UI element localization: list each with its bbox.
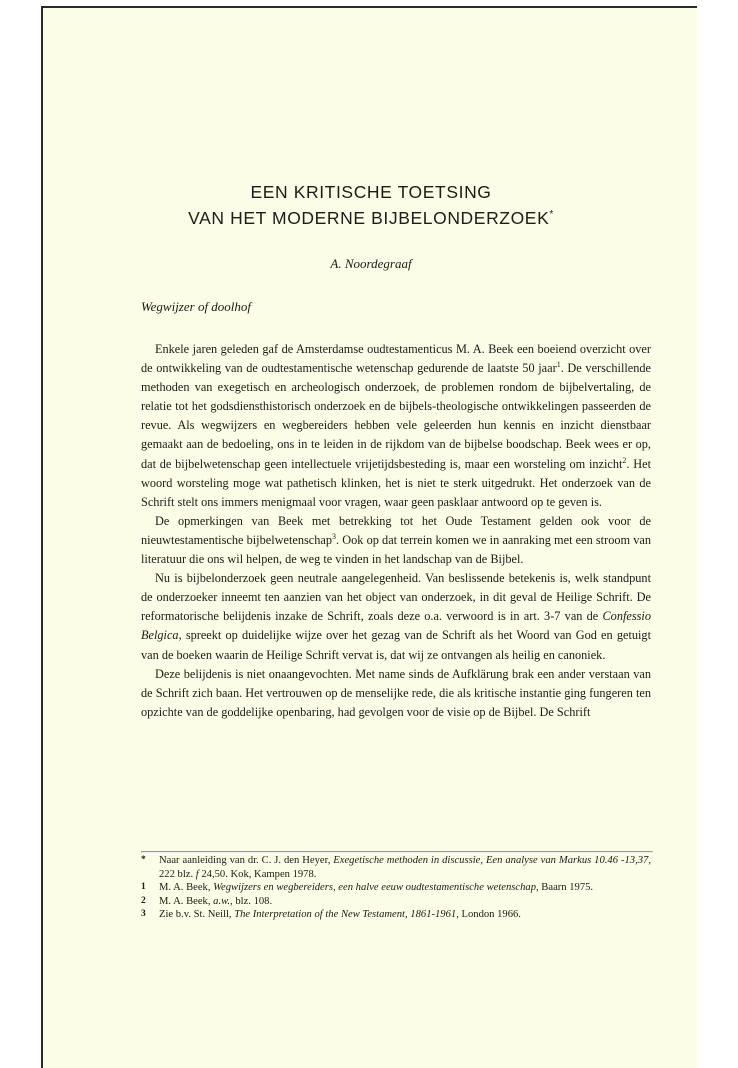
paragraph-3-italic: Confessio Belgica — [141, 609, 651, 643]
footnote-star — [141, 854, 651, 881]
footnote-ref-2: 2 — [622, 455, 627, 465]
footnote-italic: The Interpretation of the New Testament, 1861-1961 — [234, 909, 457, 921]
paragraph-4-part-a: Deze belijdenis is niet onaangevochten. Met name sinds de Aufklärung brak een ander verstaan van de Schrift zich baan. Het vertrouwen op de menselijke rede, die als kritische instantie ging fungeren ten opzichte van de goddelijke openbaring, had gevolgen voor de visie op de Bijbel. De Schrift — [141, 666, 651, 719]
document-page — [41, 6, 697, 1068]
footnote-3 — [141, 908, 651, 922]
section-heading: Wegwijzer of doolhof — [141, 299, 252, 314]
paragraph-3-part-a: Nu is bijbelonderzoek geen neutrale aangelegenheid. Van beslissende betekenis is, welk standpunt de onderzoeker inneemt ten aanzien van het object van onderzoek, in dit geval de Heilige Schrift. De reformatorische belijdenis inzake de Schrift, zoals deze o.a. verwoord is in art. 3-7 van de — [141, 571, 651, 624]
footnote-text: , London 1966. — [456, 909, 521, 921]
author-name: A. Noordegraaf — [330, 256, 412, 271]
footnote-ref-3: 3 — [331, 531, 336, 541]
paragraph-1-part-a: Enkele jaren geleden gaf de Amsterdamse oudtestamenticus M. A. Beek een boeiend overzicht over de ontwikkeling van de oudtestamentische wetenschap gedurende de laatste 50 jaar — [141, 342, 651, 376]
footnote-italic: f — [195, 868, 199, 880]
paragraph-2 — [141, 512, 651, 569]
title-footnote-mark: * — [549, 209, 554, 221]
footnote-text: M. A. Beek, — [159, 895, 214, 907]
footnote-italic: Wegwijzers en wegbereiders, een halve eeuw oudtestamentische wetenschap — [213, 882, 536, 894]
paragraph-1-part-c: . Het woord worsteling moge wat pathetisch klinken, het is niet te sterk uitgedrukt. Het onderzoek van de Schrift stelt ons immers menigmaal voor vragen, waar geen pasklaar antwoord op te geven is. — [141, 456, 652, 509]
title-line-1: EEN KRITISCHE TOETSING — [250, 182, 492, 202]
paragraph-4 — [141, 665, 651, 722]
body-text — [141, 340, 651, 722]
footnotes — [141, 854, 651, 922]
footnote-text: Zie b.v. St. Neill, — [159, 909, 235, 921]
footnote-text: , blz. 108. — [230, 895, 273, 907]
paragraph-3 — [141, 569, 651, 664]
title-line-2-text: VAN HET MODERNE BIJBELONDERZOEK — [188, 208, 550, 228]
footnote-marker: * — [141, 855, 146, 865]
paragraph-1 — [141, 340, 651, 512]
paragraph-3-part-b: , spreekt op duidelijke wijze over het gezag van de Schrift als het Woord van God en getuigt van de boeken waarin de Heilige Schrift vervat is, dat wij ze ontvangen als heilig en canoniek. — [141, 628, 651, 662]
footnote-text: M. A. Beek, — [159, 882, 214, 894]
footnote-1 — [141, 881, 651, 895]
footnote-text: , Baarn 1975. — [536, 882, 594, 894]
footnote-marker: 1 — [141, 882, 146, 893]
footnote-text: Naar aanleiding van dr. C. J. den Heyer, — [159, 855, 334, 866]
footnote-2 — [141, 895, 651, 909]
footnote-ref-1: 1 — [556, 360, 561, 369]
paragraph-2-part-b: . Ook op dat terrein komen we in aanraking met een stroom van literatuur die ons wil helpen, de weg te vinden in het landschap van de Bijbel. — [141, 532, 651, 567]
footnote-divider — [141, 851, 653, 853]
paragraph-1-part-b: . De verschillende methoden van exegetisch en archeologisch onderzoek, de problemen rondom de bijbelvertaling, de relatie tot het godsdiensthistorisch onderzoek en de bijbels-theologische ontwikkelingen passeerden de revue. Als wegwijzers en wegbereiders hebben vele geleerden hun kennis en inzicht dienstbaar gemaakt aan de bedoeling, ons in te leiden in de rijkdom van de bijbelse boodschap. Beek wees er op, dat de bijbelwetenschap geen intellectuele vrijetijdsbesteding is, maar een worsteling om inzicht — [141, 361, 651, 471]
title-line-2 — [43, 208, 699, 229]
paragraph-2-part-a: De opmerkingen van Beek met betrekking tot het Oude Testament gelden ook voor de nieuwtestamentische bijbelwetenschap — [141, 513, 651, 547]
footnote-italic: Exegetische methoden in discussie, Een analyse van Markus 10.46 -13,37 — [333, 855, 649, 866]
footnote-marker: 3 — [141, 909, 146, 920]
footnote-marker: 2 — [141, 895, 146, 906]
footnote-italic: a.w. — [213, 895, 231, 907]
footnote-text: , 222 blz. — [159, 855, 651, 880]
footnote-text: 24,50. Kok, Kampen 1978. — [198, 868, 317, 880]
